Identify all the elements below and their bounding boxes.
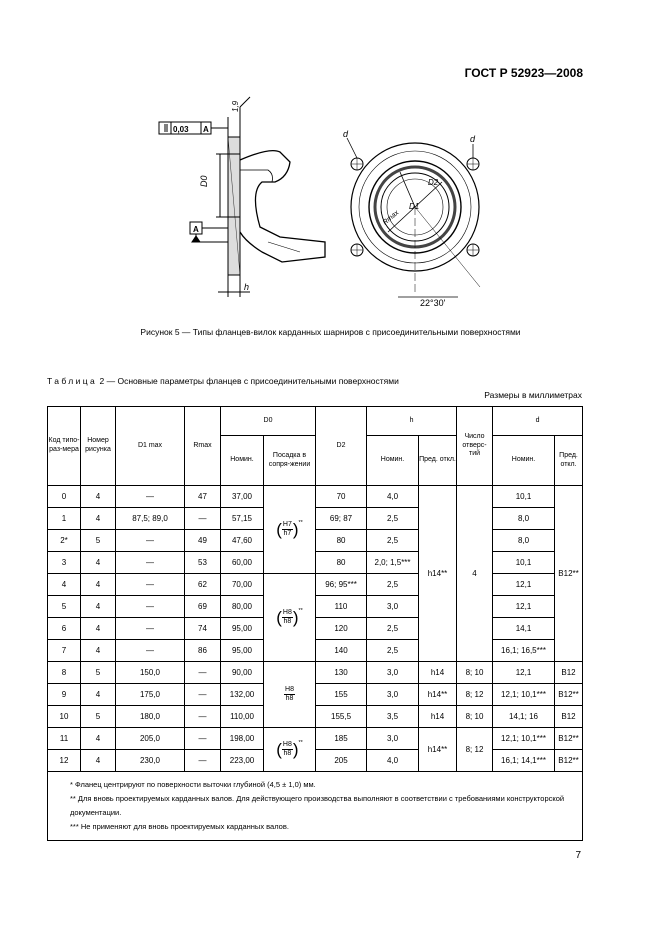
- cell-d1: —: [116, 618, 185, 640]
- cell-fig: 4: [81, 640, 116, 662]
- cell-d1: 150,0: [116, 662, 185, 684]
- cell-d-tol: B12**: [555, 750, 583, 772]
- table-row: [48, 596, 583, 618]
- cell-h-tol-merged-b: h14**: [419, 728, 457, 772]
- label-d2: D2: [428, 178, 439, 187]
- cell-fig: 4: [81, 618, 116, 640]
- table-row: [48, 618, 583, 640]
- fit-h8-star: **: [298, 607, 303, 614]
- fit-h8b-star: **: [298, 739, 303, 746]
- cell-d1: —: [116, 552, 185, 574]
- cell-code: 5: [48, 596, 81, 618]
- cell-d-tol-merged: B12**: [555, 486, 583, 662]
- table-row: [48, 486, 583, 508]
- cell-d2: 205: [316, 750, 367, 772]
- cell-d0: 60,00: [221, 552, 264, 574]
- cell-d1: —: [116, 486, 185, 508]
- col-d1max: D1 max: [116, 407, 185, 486]
- cell-d: 16,1; 16,5***: [493, 640, 555, 662]
- cell-d1: 230,0: [116, 750, 185, 772]
- cell-fig: 4: [81, 574, 116, 596]
- cell-rmax: 62: [185, 574, 221, 596]
- cell-code: 2*: [48, 530, 81, 552]
- cell-rmax: —: [185, 684, 221, 706]
- cell-rmax: —: [185, 706, 221, 728]
- cell-h: 2,5: [367, 640, 419, 662]
- table-row: [48, 728, 583, 750]
- cell-h: 4,0: [367, 486, 419, 508]
- flange-parameters-table: [47, 406, 583, 841]
- label-d-right: d: [470, 134, 476, 144]
- cell-d: 10,1: [493, 486, 555, 508]
- cell-rmax: 69: [185, 596, 221, 618]
- cell-code: 0: [48, 486, 81, 508]
- cell-d: 12,1; 10,1***: [493, 728, 555, 750]
- col-d0-nominal: Номин.: [221, 436, 264, 486]
- cell-d0: 37,00: [221, 486, 264, 508]
- cell-h: 3,0: [367, 728, 419, 750]
- cell-d1: 180,0: [116, 706, 185, 728]
- cell-rmax: —: [185, 508, 221, 530]
- cell-h: 2,0; 1,5***: [367, 552, 419, 574]
- label-h: h: [244, 282, 250, 292]
- cell-code: 8: [48, 662, 81, 684]
- cell-d: 12,1: [493, 662, 555, 684]
- cell-code: 9: [48, 684, 81, 706]
- cell-d: 12,1; 10,1***: [493, 684, 555, 706]
- col-code: Код типо-раз-мера: [48, 407, 81, 486]
- label-d1: D1: [409, 202, 420, 211]
- cell-h-tol: h14: [419, 662, 457, 684]
- cell-fit-h8-plain: [264, 662, 316, 728]
- col-d0-fit: Посадка в сопря-жении: [264, 436, 316, 486]
- table-row: [48, 574, 583, 596]
- cell-h: 3,0: [367, 662, 419, 684]
- note-1: * Фланец центрируют по поверхности выточки глубиной (4,5 ± 1,0) мм.: [70, 780, 316, 789]
- table-row: [48, 640, 583, 662]
- cell-h: 2,5: [367, 574, 419, 596]
- cell-h: 2,5: [367, 618, 419, 640]
- label-rmax: Rmax: [381, 209, 401, 227]
- table-row: [48, 530, 583, 552]
- cell-d2: 80: [316, 552, 367, 574]
- table-row: [48, 684, 583, 706]
- cell-h: 3,0: [367, 596, 419, 618]
- fit-h7-star: **: [298, 519, 303, 526]
- cell-code: 1: [48, 508, 81, 530]
- cell-d2: 96; 95***: [316, 574, 367, 596]
- cell-d1: —: [116, 574, 185, 596]
- cell-d0: 57,15: [221, 508, 264, 530]
- cell-h-tol: h14**: [419, 684, 457, 706]
- cell-rmax: —: [185, 662, 221, 684]
- table-title-text: 2 — Основные параметры фланцев с присоединительными поверхностями: [97, 376, 399, 386]
- cell-code: 10: [48, 706, 81, 728]
- cell-h: 2,5: [367, 530, 419, 552]
- cell-rmax: 47: [185, 486, 221, 508]
- cell-fig: 4: [81, 750, 116, 772]
- cell-h-tol-merged: h14**: [419, 486, 457, 662]
- cell-d2: 185: [316, 728, 367, 750]
- col-h: h: [367, 407, 457, 436]
- label-1-9: 1,9: [231, 100, 240, 112]
- cell-holes-merged: 4: [457, 486, 493, 662]
- col-d2: D2: [316, 407, 367, 486]
- table-units: Размеры в миллиметрах: [484, 390, 582, 400]
- cell-fig: 4: [81, 684, 116, 706]
- cell-d: 12,1: [493, 574, 555, 596]
- cell-d1: 205,0: [116, 728, 185, 750]
- cell-d2: 130: [316, 662, 367, 684]
- cell-fig: 4: [81, 728, 116, 750]
- cell-d0: 47,60: [221, 530, 264, 552]
- fit-h8b-num: H8: [282, 741, 292, 749]
- table-notes: [48, 772, 583, 841]
- col-rmax: Rmax: [185, 407, 221, 486]
- cell-d0: 95,00: [221, 640, 264, 662]
- cell-code: 7: [48, 640, 81, 662]
- cell-h: 3,0: [367, 684, 419, 706]
- cell-d0: 70,00: [221, 574, 264, 596]
- cell-fig: 5: [81, 662, 116, 684]
- table-row: [48, 552, 583, 574]
- notes-row: [48, 772, 583, 841]
- cell-fig: 4: [81, 508, 116, 530]
- cell-d: 14,1: [493, 618, 555, 640]
- cell-code: 12: [48, 750, 81, 772]
- cell-d-tol: B12: [555, 706, 583, 728]
- fit-h8-plain-num: H8: [285, 686, 294, 694]
- datum-a-label: A: [193, 225, 199, 234]
- label-angle: 22°30': [420, 298, 446, 307]
- cell-h: 3,5: [367, 706, 419, 728]
- col-d: d: [493, 407, 583, 436]
- figure-caption: Рисунок 5 — Типы фланцев-вилок карданных шарниров с присоединительными поверхностями: [140, 327, 521, 337]
- cell-d2: 80: [316, 530, 367, 552]
- cell-d: 8,0: [493, 508, 555, 530]
- cell-holes: 8; 10: [457, 706, 493, 728]
- note-3: *** Не применяют для вновь проектируемых карданных валов.: [70, 822, 289, 831]
- cell-d1: 87,5; 89,0: [116, 508, 185, 530]
- cell-fig: 4: [81, 486, 116, 508]
- cell-d2: 155: [316, 684, 367, 706]
- cell-fit-h8: ( $\frac{H8}{h8}$ )**: [264, 574, 316, 662]
- cell-d-tol: B12**: [555, 728, 583, 750]
- cell-d: 16,1; 14,1***: [493, 750, 555, 772]
- cell-fit-h7: ( $\frac{H7}{h7}$ )**: [264, 486, 316, 574]
- cell-d0: 223,00: [221, 750, 264, 772]
- tolerance-value: 0,03: [173, 125, 189, 134]
- fit-h8b-den: h8: [283, 750, 292, 757]
- cell-fig: 4: [81, 552, 116, 574]
- table-row: [48, 706, 583, 728]
- cell-d1: 175,0: [116, 684, 185, 706]
- cell-d2: 140: [316, 640, 367, 662]
- fit-h7-num: H7: [282, 521, 292, 529]
- label-d-left: d: [343, 129, 349, 139]
- cell-fig: 5: [81, 706, 116, 728]
- cell-rmax: 53: [185, 552, 221, 574]
- cell-d: 10,1: [493, 552, 555, 574]
- table-row: [48, 750, 583, 772]
- fit-h8-den: h8: [283, 618, 292, 625]
- cell-holes-merged-b: 8; 12: [457, 728, 493, 772]
- cell-code: 3: [48, 552, 81, 574]
- cell-holes: 8; 12: [457, 684, 493, 706]
- cell-d-tol: B12**: [555, 684, 583, 706]
- cell-code: 11: [48, 728, 81, 750]
- cell-h: 4,0: [367, 750, 419, 772]
- cell-h-tol: h14: [419, 706, 457, 728]
- cell-fit-h8-star: ( $\frac{H8}{h8}$ )**: [264, 728, 316, 772]
- cell-d0: 95,00: [221, 618, 264, 640]
- tolerance-datum: A: [203, 125, 209, 134]
- cell-d0: 132,00: [221, 684, 264, 706]
- page-number: 7: [575, 850, 581, 861]
- cell-fig: 5: [81, 530, 116, 552]
- col-h-nominal: Номин.: [367, 436, 419, 486]
- flange-drawing: [150, 92, 530, 307]
- cell-d: 8,0: [493, 530, 555, 552]
- cell-rmax: 86: [185, 640, 221, 662]
- col-d-nominal: Номин.: [493, 436, 555, 486]
- cell-d2: 70: [316, 486, 367, 508]
- cell-d2: 69; 87: [316, 508, 367, 530]
- table-row: [48, 662, 583, 684]
- fit-h7-den: h7: [283, 530, 292, 537]
- cell-d-tol: B12: [555, 662, 583, 684]
- label-d0: D0: [199, 175, 209, 187]
- cell-h: 2,5: [367, 508, 419, 530]
- cell-code: 6: [48, 618, 81, 640]
- cell-rmax: —: [185, 728, 221, 750]
- cell-d: 12,1: [493, 596, 555, 618]
- document-header: ГОСТ Р 52923—2008: [464, 66, 583, 80]
- fit-h8-plain-den: h8: [285, 695, 294, 702]
- cell-d1: —: [116, 596, 185, 618]
- cell-d0: 198,00: [221, 728, 264, 750]
- col-h-tolerance: Пред. откл.: [419, 436, 457, 486]
- cell-d1: —: [116, 640, 185, 662]
- col-d0: D0: [221, 407, 316, 436]
- cell-d0: 110,00: [221, 706, 264, 728]
- col-figure: Номер рисунка: [81, 407, 116, 486]
- table-row: [48, 508, 583, 530]
- table-title: [47, 376, 399, 386]
- cell-holes: 8; 10: [457, 662, 493, 684]
- cell-rmax: 49: [185, 530, 221, 552]
- col-d-tolerance: Пред. откл.: [555, 436, 583, 486]
- note-2: ** Для вновь проектируемых карданных валов. Для действующего производства выполняют в соответствии с требованиями конструкторской документации.: [70, 794, 565, 817]
- cell-d: 14,1; 16: [493, 706, 555, 728]
- cell-d2: 120: [316, 618, 367, 640]
- cell-code: 4: [48, 574, 81, 596]
- col-holes: Число отверс-тий: [457, 407, 493, 486]
- cell-rmax: —: [185, 750, 221, 772]
- cell-d0: 90,00: [221, 662, 264, 684]
- cell-d1: —: [116, 530, 185, 552]
- cell-d2: 155,5: [316, 706, 367, 728]
- cell-d2: 110: [316, 596, 367, 618]
- table-title-word: Таблица: [47, 376, 98, 386]
- cell-fig: 4: [81, 596, 116, 618]
- fit-h8-num: H8: [282, 609, 292, 617]
- cell-d0: 80,00: [221, 596, 264, 618]
- cell-rmax: 74: [185, 618, 221, 640]
